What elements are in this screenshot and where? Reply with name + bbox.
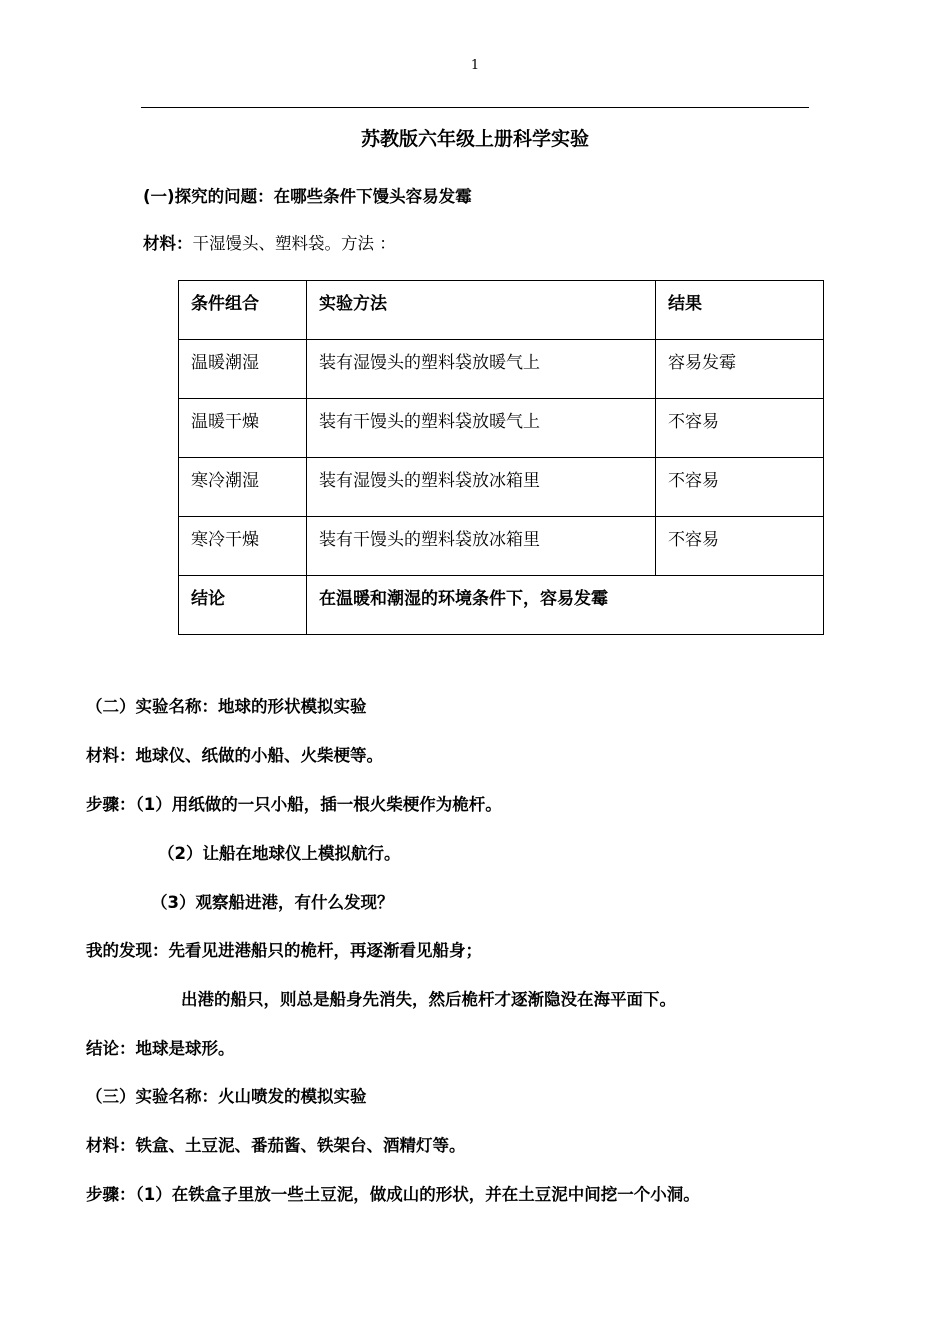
- section3-heading: （三）实验名称：火山喷发的模拟实验: [86, 1087, 367, 1106]
- table-cell: 不容易: [656, 517, 824, 576]
- table-cell: 容易发霉: [656, 340, 824, 399]
- table-cell: 温暖潮湿: [179, 340, 307, 399]
- page-number: 1: [470, 58, 480, 73]
- table-cell: 不容易: [656, 399, 824, 458]
- section2-materials: 材料：地球仪、纸做的小船、火柴梗等。: [86, 746, 383, 765]
- table-row: [179, 399, 824, 458]
- table-conclusion-row: [179, 576, 824, 635]
- header-rule: [141, 107, 809, 108]
- header-cell: 实验方法: [307, 281, 656, 340]
- table-cell: 寒冷干燥: [179, 517, 307, 576]
- conclusion-text-cell: 在温暖和潮湿的环境条件下，容易发霉: [307, 576, 824, 635]
- table-cell: 不容易: [656, 458, 824, 517]
- section2-step3: （3）观察船进港，有什么发现？: [151, 893, 394, 912]
- table-cell: 装有湿馒头的塑料袋放冰箱里: [307, 458, 656, 517]
- section1-materials: [143, 230, 396, 254]
- materials-text: 干湿馒头、塑料袋。方法 ：: [192, 234, 396, 253]
- section2-step1: 步骤：（1）用纸做的一只小船，插一根火柴梗作为桅杆。: [86, 795, 502, 814]
- table-row: [179, 340, 824, 399]
- table-row: [179, 517, 824, 576]
- header-cell: 条件组合: [179, 281, 307, 340]
- section2-finding1: 我的发现：先看见进港船只的桅杆，再逐渐看见船身；: [86, 941, 482, 960]
- table-header-row: [179, 281, 824, 340]
- conclusion-label-cell: 结论: [179, 576, 307, 635]
- experiment-table: [178, 280, 824, 635]
- table-cell: 装有干馒头的塑料袋放暖气上: [307, 399, 656, 458]
- section2-step2: （2）让船在地球仪上模拟航行。: [158, 844, 401, 863]
- table-cell: 装有湿馒头的塑料袋放暖气上: [307, 340, 656, 399]
- document-title: 苏教版六年级上册科学实验: [360, 128, 589, 150]
- header-cell: 结果: [656, 281, 824, 340]
- section2-conclusion: 结论：地球是球形。: [86, 1039, 235, 1058]
- section3-step1: 步骤：（1）在铁盒子里放一些土豆泥，做成山的形状，并在土豆泥中间挖一个小洞。: [86, 1185, 700, 1204]
- section1-heading: (一)探究的问题：在哪些条件下馒头容易发霉: [143, 187, 472, 206]
- materials-label: 材料：: [143, 234, 193, 253]
- table-cell: 温暖干燥: [179, 399, 307, 458]
- table-row: [179, 458, 824, 517]
- section2-heading: （二）实验名称：地球的形状模拟实验: [86, 697, 367, 716]
- section2-finding2: 出港的船只，则总是船身先消失，然后桅杆才逐渐隐没在海平面下。: [181, 990, 676, 1009]
- section3-materials: 材料：铁盒、土豆泥、番茄酱、铁架台、酒精灯等。: [86, 1136, 466, 1155]
- table-cell: 装有干馒头的塑料袋放冰箱里: [307, 517, 656, 576]
- table-cell: 寒冷潮湿: [179, 458, 307, 517]
